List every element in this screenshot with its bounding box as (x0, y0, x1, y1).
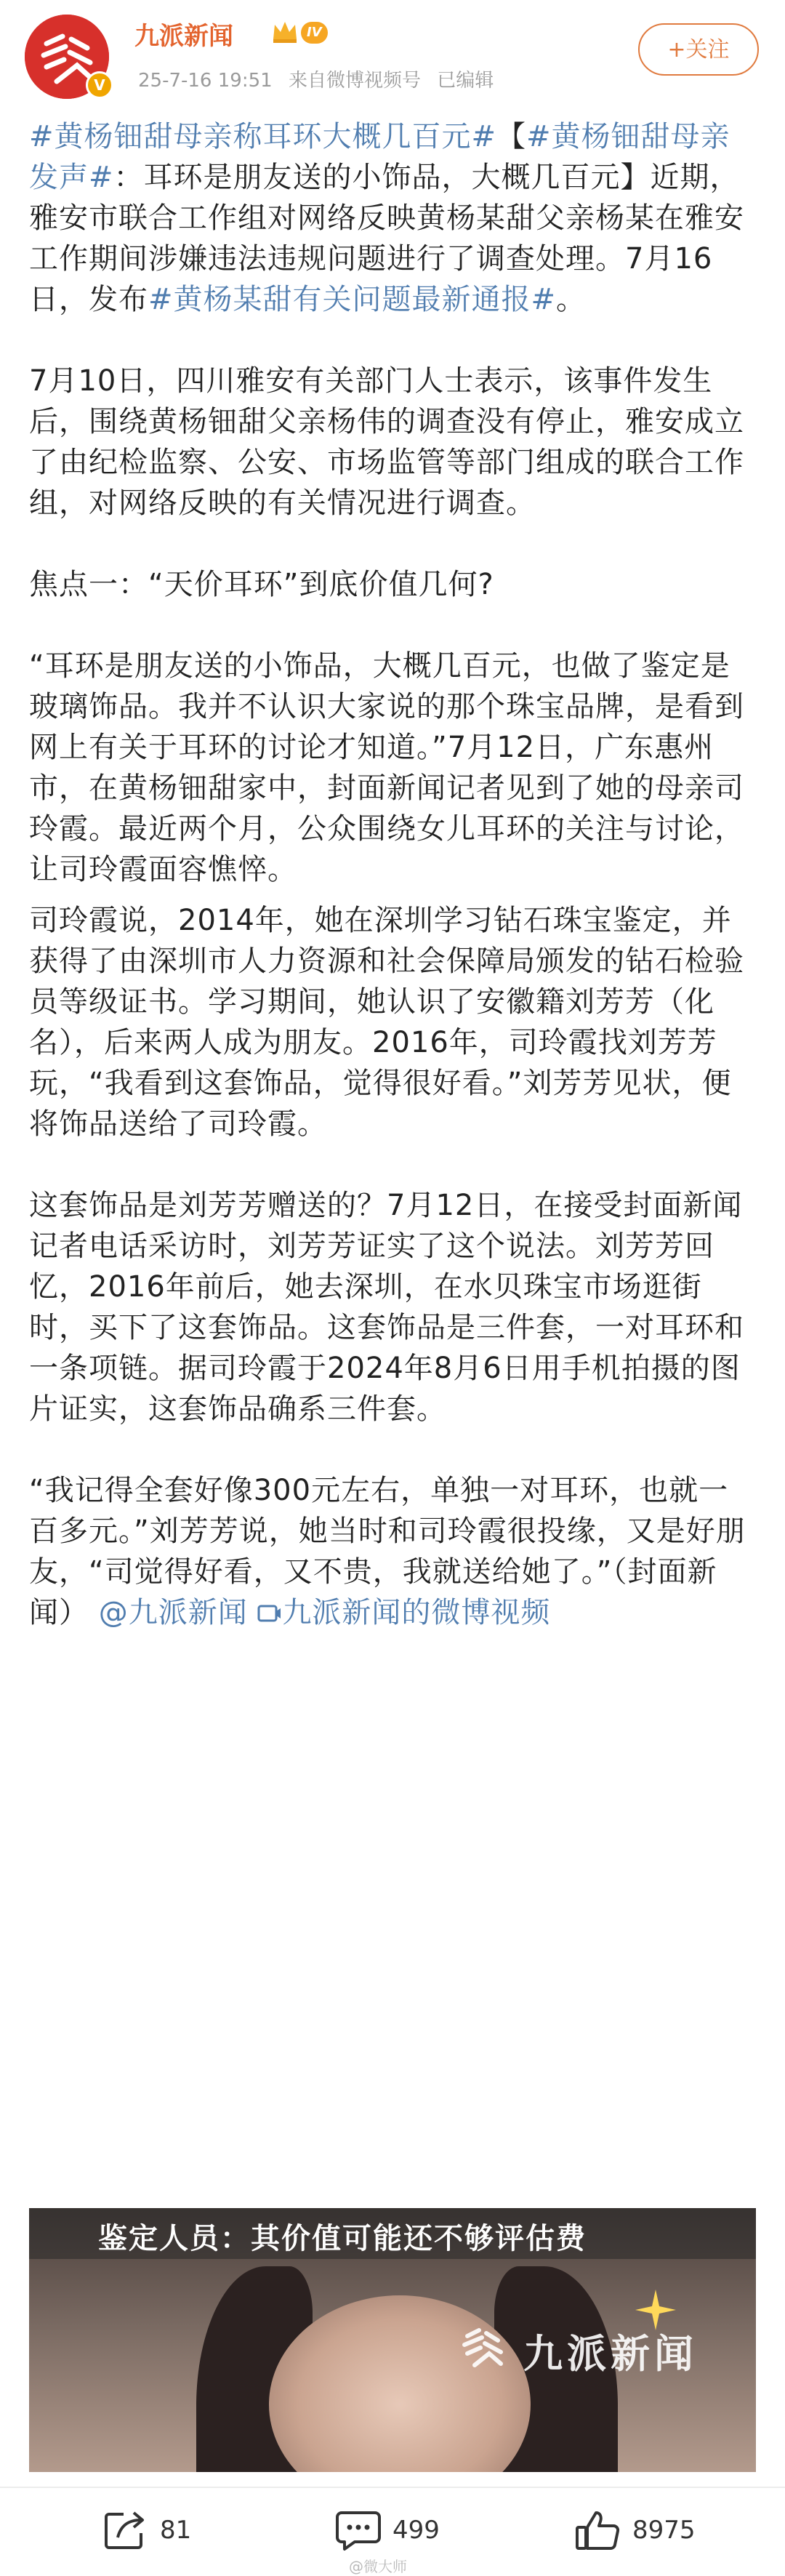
mention-link[interactable]: @九派新闻 (98, 1596, 248, 1629)
hashtag-link[interactable]: #黄杨某甜有关问题最新通报# (148, 283, 557, 316)
username[interactable]: 九派新闻 (134, 22, 233, 51)
comment-count: 499 (392, 2516, 440, 2545)
post-header (0, 0, 785, 109)
edited-label: 已编辑 (437, 70, 494, 92)
video-link-icon (257, 1602, 282, 1624)
paragraph: 7月10日，四川雅安有关部门人士表示，该事件发生后，围绕黄杨钿甜父亲杨伟的调查没有停止，雅安成立了由纪检监察、公安、市场监管等部门组成的联合工作组，对网络反映的有关情况进行调查。 (29, 364, 744, 520)
paragraph-text: “我记得全套好像300元左右，单独一对耳环，也就一百多元。”刘芳芳说，她当时和司玲霞很投缘，又是好朋友，“司觉得好看，又不贵，我就送给她了。”（封面新闻） (29, 1474, 746, 1629)
hashtag-link[interactable]: #黄杨钿甜母亲称耳环大概几百元# (29, 120, 497, 153)
like-icon (574, 2508, 622, 2552)
paragraph-text: 。 (556, 283, 587, 316)
like-count: 8975 (632, 2516, 696, 2545)
paragraph-closing (29, 1470, 756, 1633)
share-icon (102, 2508, 150, 2552)
video-watermark: 九派新闻 (523, 2330, 698, 2377)
share-count: 81 (160, 2516, 192, 2545)
section-heading: 焦点一：“天价耳环”到底价值几何? (29, 568, 494, 601)
post-source: 来自微博视频号 (288, 70, 421, 92)
hashtag-link[interactable]: #黄杨钿甜母亲发声# (29, 120, 730, 194)
video-link[interactable] (257, 1596, 550, 1629)
share-button[interactable] (102, 2508, 191, 2552)
crown-icon (270, 19, 299, 44)
post-meta (138, 65, 504, 92)
video-thumbnail[interactable] (29, 2208, 756, 2472)
post-body (29, 116, 756, 1633)
follow-button[interactable]: +关注 (638, 23, 759, 76)
level-badge: IV (301, 22, 328, 44)
paragraph: “耳环是朋友送的小饰品，大概几百元，也做了鉴定是玻璃饰品。我并不认识大家说的那个珠宝品牌，是看到网上有关于耳环的讨论才知道。”7月12日，广东惠州市，在黄杨钿甜家中，封面新闻记者见到了她的母亲司玲霞。最近两个月，公众围绕女儿耳环的关注与讨论，让司玲霞面容憔悴。 (29, 649, 744, 886)
comment-icon (334, 2508, 382, 2552)
action-bar (0, 2488, 785, 2575)
paragraph-text: ：耳环是朋友送的小饰品，大概几百元】近期，雅安市联合工作组对网络反映黄杨某甜父亲杨某在雅安工作期间涉嫌违法违规问题进行了调查处理。7月16日，发布 (29, 161, 744, 316)
paragraph: 这套饰品是刘芳芳赠送的？7月12日，在接受封面新闻记者电话采访时，刘芳芳证实了这个说法。刘芳芳回忆，2016年前后，她去深圳，在水贝珠宝市场逛街时，买下了这套饰品。这套饰品是三件套，一对耳环和一条项链。据司玲霞于2024年8月6日用手机拍摄的图片证实，这套饰品确系三件套。 (29, 1189, 744, 1426)
paragraph-intro (29, 116, 756, 320)
watermark-source: @微大师 (349, 2558, 407, 2575)
verified-badge-icon: V (86, 71, 113, 99)
like-button[interactable] (574, 2508, 696, 2552)
comment-button[interactable] (334, 2508, 440, 2552)
timestamp: 25-7-16 19:51 (138, 70, 273, 92)
video-caption: 鉴定人员：其价值可能还不够评估费 (98, 2222, 587, 2255)
paragraph: 司玲霞说，2014年，她在深圳学习钻石珠宝鉴定，并获得了由深圳市人力资源和社会保障局颁发的钻石检验员等级证书。学习期间，她认识了安徽籍刘芳芳（化名），后来两人成为朋友。2016年，司玲霞找刘芳芳玩，“我看到这套饰品，觉得很好看。”刘芳芳见状，便将饰品送给了司玲霞。 (29, 904, 744, 1141)
watermark-logo-icon (454, 2317, 512, 2375)
bracket-text: 【 (496, 120, 527, 153)
video-link-label: 九派新闻的微博视频 (282, 1596, 551, 1629)
